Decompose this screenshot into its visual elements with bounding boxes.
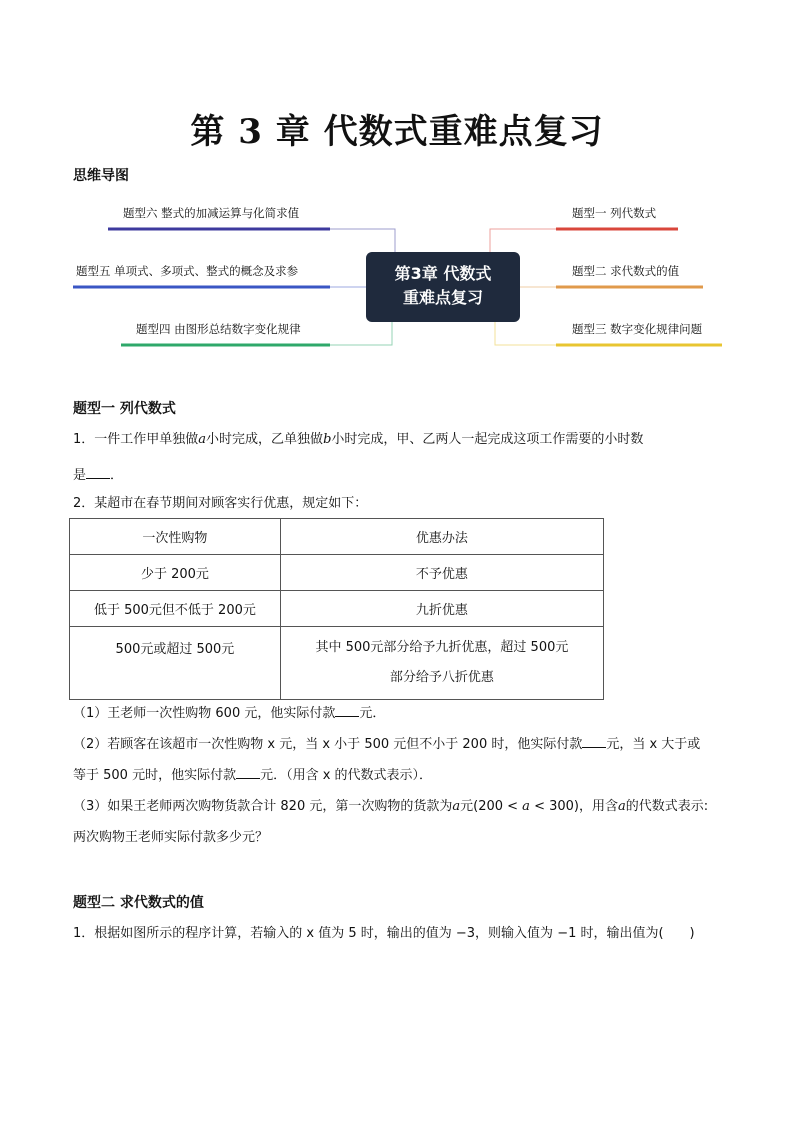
table-row: [70, 555, 604, 591]
mindmap-center-line1: 第3章 代数式: [394, 264, 492, 283]
mindmap-branch-type5: 题型五 单项式、多项式、整式的概念及求参: [76, 264, 299, 278]
question-1-text: [73, 430, 723, 450]
table-cell: [280, 627, 603, 700]
var-a: a: [198, 432, 207, 447]
sub-question-2-line2: [73, 764, 723, 786]
sub2-part-d: 元．（用含 x 的代数式表示）．: [260, 768, 433, 783]
var-b: b: [323, 432, 332, 447]
table-row: [70, 627, 604, 700]
page-title: 第 3 章 代数式重难点复习: [190, 112, 604, 152]
q1-part-a: 1．一件工作甲单独做: [73, 432, 199, 447]
sub-question-3-line1: [73, 797, 723, 817]
table-cell: 不予优惠: [280, 555, 603, 591]
mindmap-center-node: [366, 252, 520, 322]
table-header-cell: 一次性购物: [70, 519, 281, 555]
discount-table: [69, 518, 604, 700]
sub3-part-b: 元(200 <: [460, 799, 523, 814]
answer-blank[interactable]: [86, 464, 110, 479]
question-2-text: 2．某超市在春节期间对顾客实行优惠，规定如下：: [73, 496, 368, 511]
table-cell: 低于 500元但不低于 200元: [70, 591, 281, 627]
sub1-part-b: 元．: [359, 706, 386, 721]
mindmap-branch-type4: 题型四 由图形总结数字变化规律: [136, 322, 301, 336]
mindmap-branch-type1: 题型一 列代数式: [572, 206, 657, 220]
q1-part-d: 是: [73, 468, 87, 483]
sub2-part-b: 元，当 x 大于或: [606, 737, 701, 752]
q1-part-c: 小时完成，甲、乙两人一起完成这项工作需要的小时数: [331, 432, 644, 447]
table-cell-line2: 部分给予八折优惠: [389, 670, 494, 685]
mindmap-branch-type3: 题型三 数字变化规律问题: [572, 322, 703, 336]
sub1-part-a: （1）王老师一次性购物 600 元，他实际付款: [73, 706, 336, 721]
mindmap-branch-type2: 题型二 求代数式的值: [572, 264, 680, 278]
var-a: a: [617, 799, 626, 814]
table-cell-line1: 其中 500元部分给予九折优惠，超过 500元: [315, 640, 569, 655]
answer-blank[interactable]: [335, 702, 359, 717]
var-a: a: [522, 799, 530, 814]
sub-question-3-line2: 两次购物王老师实际付款多少元？: [73, 830, 269, 845]
table-cell: 少于 200元: [70, 555, 281, 591]
question-1-answer-line: [73, 464, 723, 486]
table-row: [70, 591, 604, 627]
var-a: a: [452, 799, 461, 814]
sub-question-2-line1: [73, 733, 723, 755]
table-header-cell: 优惠办法: [280, 519, 603, 555]
sub2-part-c: 等于 500 元时，他实际付款: [73, 768, 237, 783]
answer-blank[interactable]: [582, 733, 606, 748]
sub-question-1: [73, 702, 723, 724]
sub3-part-d: 的代数式表示:: [625, 799, 709, 814]
section-heading-type1: 题型一 列代数式: [73, 401, 176, 417]
mindmap-heading: 思维导图: [73, 168, 129, 184]
q1-part-b: 小时完成，乙单独做: [206, 432, 324, 447]
table-cell: 500元或超过 500元: [70, 627, 281, 700]
table-cell: 九折优惠: [280, 591, 603, 627]
mindmap-branch-type6: 题型六 整式的加减运算与化简求值: [123, 206, 300, 220]
answer-blank[interactable]: [236, 764, 260, 779]
q1-end: ．: [110, 468, 124, 483]
table-row: [70, 519, 604, 555]
mindmap-center-line2: 重难点复习: [402, 288, 483, 307]
sub3-part-a: （3）如果王老师两次购物货款合计 820 元，第一次购物的货款为: [73, 799, 453, 814]
section-heading-type2: 题型二 求代数式的值: [73, 895, 204, 911]
section2-question-1: 1．根据如图所示的程序计算，若输入的 x 值为 5 时，输出的值为 −3，则输入值为 −1 时，输出值为( ): [73, 926, 695, 941]
sub2-part-a: （2）若顾客在该超市一次性购物 x 元，当 x 小于 500 元但不小于 200 时，他实际付款: [73, 737, 583, 752]
sub3-part-c: < 300)，用含: [529, 799, 618, 814]
